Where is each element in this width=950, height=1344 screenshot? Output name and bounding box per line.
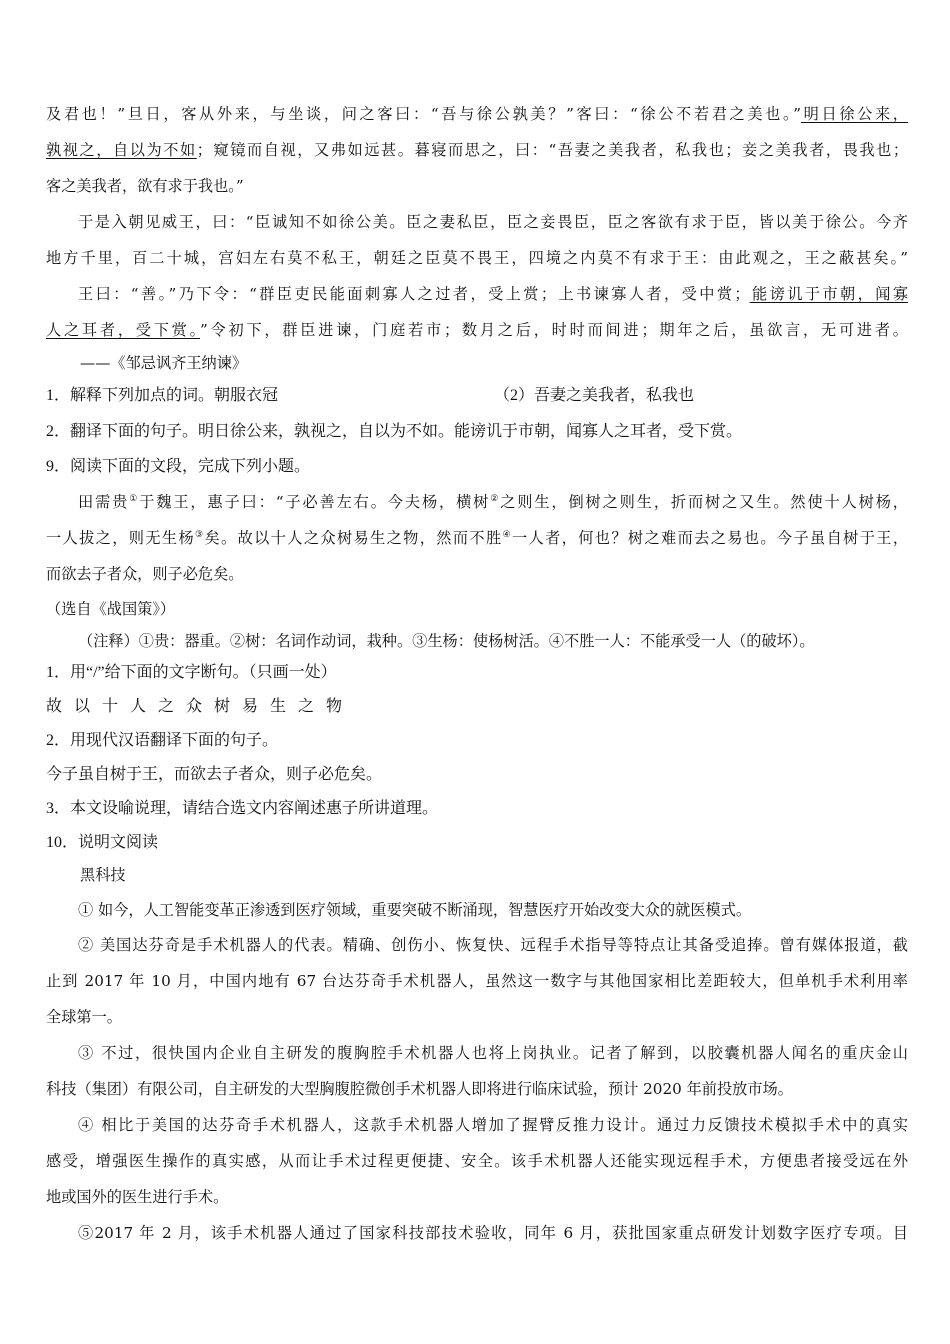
q10-paragraph-5-line-1: ⑤2017 年 2 月，该手术机器人通过了国家科技部技术验收，同年 6 月，获批国家重点研发计划数字医疗专项。目 xyxy=(78,1224,908,1242)
q8-question-2: 2．翻译下面的句子。明日徐公来，孰视之，自以为不如。能谤讥于市朝，闻寡人之耳者，受下赏。 xyxy=(46,423,743,440)
passage1-source: ——《邹忌讽齐王纳谏》 xyxy=(80,354,248,372)
q9-p2-b: 矣。故以十人之众树易生之物，然而不胜 xyxy=(204,529,503,547)
q9-passage-line-2 xyxy=(46,527,908,549)
underlined-sentence: 人之耳者，受下赏。 xyxy=(46,321,200,339)
q8-question-1 xyxy=(46,385,908,407)
q10-paragraph-3-line-1: ③ 不过，很快国内企业自主研发的腹胸腔手术机器人也将上岗执业。记者了解到，以胶囊机器人闻名的重庆金山 xyxy=(78,1044,908,1062)
underlined-sentence: 能谤讥于市朝，闻寡 xyxy=(749,285,908,303)
q9-passage-line-1 xyxy=(78,491,908,513)
underlined-sentence: 明日徐公来， xyxy=(801,105,908,123)
q10-paragraph-1: ① 如今，人工智能变革正渗透到医疗领域，重要突破不断涌现，智慧医疗开始改变大众的就医模式。 xyxy=(78,901,752,919)
q9-p2-c: 一人者，何也？树之难而去之易也。今子虽自树于王， xyxy=(512,529,908,547)
q9-p1-c: 之则生，倒树之则生，折而树之又生。然使十人树杨， xyxy=(500,493,908,511)
footnote-marker: ④ xyxy=(502,529,512,540)
footnote-marker: ① xyxy=(129,493,140,504)
footnote-marker: ③ xyxy=(195,529,205,540)
q9-question-1-text: 故以十人之众树易生之物 xyxy=(46,698,355,715)
passage1-line-6-text: 王曰：“善。”乃下令：“群臣吏民能面刺寡人之过者，受上赏；上书谏寡人者，受中赏； xyxy=(78,285,750,303)
passage1-line-1 xyxy=(46,103,908,125)
q9-question-1: 1．用“/”给下面的文字断句。（只画一处） xyxy=(46,664,337,681)
passage1-line-7-text: ”令初下，群臣进谏，门庭若市；数月之后，时时而间进；期年之后，虽欲言，无可进者。 xyxy=(200,321,908,339)
q9-question-3: 3．本文设喻说理，请结合选文内容阐述惠子所讲道理。 xyxy=(46,800,439,817)
q9-source: （选自《战国策》） xyxy=(46,600,176,618)
q9-question-2: 2．用现代汉语翻译下面的句子。 xyxy=(46,732,279,749)
q8-question-1b: （2）吾妻之美我者，私我也 xyxy=(494,387,695,404)
passage1-line-2 xyxy=(46,139,908,161)
passage1-line-4: 于是入朝见威王，曰：“臣诚知不如徐公美。臣之妻私臣，臣之妾畏臣，臣之客欲有求于臣，皆以美于徐公。今齐 xyxy=(78,213,908,231)
q10-paragraph-4-line-3: 地或国外的医生进行手术。 xyxy=(46,1188,229,1206)
q10-paragraph-4-line-1: ④ 相比于美国的达芬奇手术机器人，这款手术机器人增加了握臂反推力设计。通过力反馈技术模拟手术中的真实 xyxy=(78,1116,908,1134)
article-title: 黑科技 xyxy=(80,866,126,884)
q10-paragraph-2-line-3: 全球第一。 xyxy=(46,1008,122,1026)
q9-p1-a: 田需贵 xyxy=(78,493,130,511)
q9-passage-line-3: 而欲去子者众，则子必危矣。 xyxy=(46,565,244,583)
q9-p2-a: 一人拔之，则无生杨 xyxy=(46,529,196,547)
q9-question-2-text: 今子虽自树于王，而欲去子者众，则子必危矣。 xyxy=(46,766,383,783)
passage1-line-3: 客之美我者，欲有求于我也。” xyxy=(46,177,244,195)
passage1-line-5: 地方千里，百二十城，宫妇左右莫不私王，朝廷之臣莫不畏王，四境之内莫不有求于王：由此观之，王之蔽甚矣。” xyxy=(46,249,908,267)
q9-notes: （注释）①贵：器重。②树：名词作动词，栽种。③生杨：使杨树活。④不胜一人：不能承受一人（的破坏）。 xyxy=(78,632,815,650)
q10-paragraph-2-line-2: 止到 2017 年 10 月，中国内地有 67 台达芬奇手术机器人，虽然这一数字与其他国家相比差距较大，但单机手术利用率 xyxy=(46,972,908,990)
q10-paragraph-4-line-2: 感受，增强医生操作的真实感，从而让手术过程更便捷、安全。该手术机器人还能实现远程手术，方便患者接受远在外 xyxy=(46,1152,908,1170)
passage1-line-7 xyxy=(46,319,908,341)
q9-p1-b: 于魏王，惠子曰：“子必善左右。今夫杨，横树 xyxy=(139,493,491,511)
q8-question-1a: 1．解释下列加点的词。朝服衣冠 xyxy=(46,387,279,404)
q10-paragraph-3-line-2: 科技（集团）有限公司，自主研发的大型胸腹腔微创手术机器人即将进行临床试验，预计 2020 年前投放市场。 xyxy=(46,1080,793,1098)
q10-title: 10．说明文阅读 xyxy=(46,834,159,851)
q9-title: 9．阅读下面的文段，完成下列小题。 xyxy=(46,458,311,475)
passage1-line-6 xyxy=(78,283,908,305)
passage1-line-1-text: 及君也！”旦日，客从外来，与坐谈，问之客曰：“吾与徐公孰美？”客曰：“徐公不若君之美也。” xyxy=(46,105,802,123)
underlined-sentence: 孰视之，自以为不如 xyxy=(46,141,197,159)
q10-paragraph-2-line-1: ② 美国达芬奇是手术机器人的代表。精确、创伤小、恢复快、远程手术指导等特点让其备受追捧。曾有媒体报道，截 xyxy=(78,936,908,954)
footnote-marker: ② xyxy=(490,493,501,504)
passage1-line-2-text: ；窥镜而自视，又弗如远甚。暮寝而思之，曰：“吾妻之美我者，私我也；妾之美我者，畏我也； xyxy=(196,141,908,159)
